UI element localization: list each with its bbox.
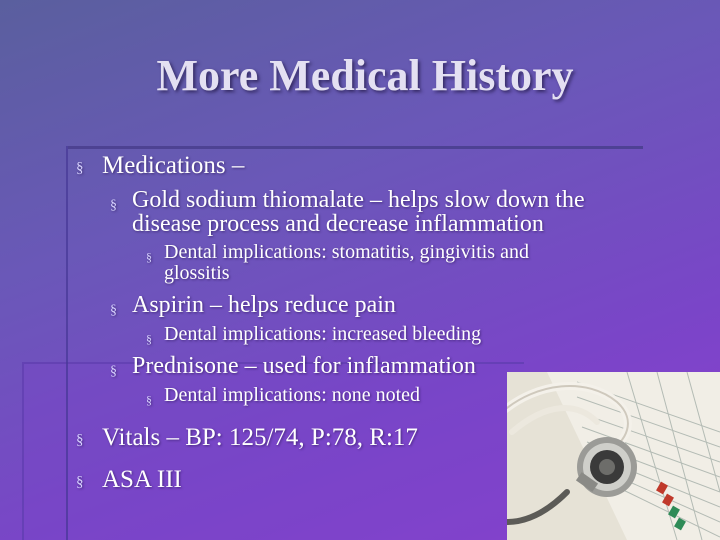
bullet-marker-icon: §	[110, 364, 117, 379]
bullet-text: Prednisone – used for inflammation	[132, 353, 476, 379]
bullet-medications	[76, 152, 245, 180]
bullet-marker-icon: §	[76, 474, 84, 490]
bullet-asa	[76, 466, 182, 494]
bullet-text: Vitals – BP: 125/74, P:78, R:17	[102, 424, 418, 451]
bullet-marker-icon: §	[110, 303, 117, 318]
bullet-marker-icon: §	[146, 332, 152, 346]
bullet-vitals	[76, 424, 418, 452]
bullet-marker-icon: §	[110, 198, 117, 213]
decorative-rule	[68, 146, 643, 149]
bullet-marker-icon: §	[76, 160, 84, 176]
bullet-prednisone	[110, 353, 476, 379]
bullet-dental-implications-2	[146, 323, 482, 346]
stethoscope-photo	[507, 372, 720, 540]
bullet-marker-icon: §	[146, 393, 152, 407]
bullet-aspirin	[110, 292, 396, 318]
bullet-text: Aspirin – helps reduce pain	[132, 292, 396, 318]
bullet-text: Dental implications: increased bleeding	[164, 323, 482, 345]
bullet-text: Dental implications: none noted	[164, 384, 421, 406]
bullet-text-line1: Gold sodium thiomalate – helps slow down the	[132, 187, 585, 213]
bullet-text: ASA III	[102, 466, 182, 493]
stethoscope-on-chart-icon	[507, 372, 720, 540]
bullet-marker-icon: §	[146, 250, 152, 264]
bullet-text-line2: disease process and decrease inflammation	[132, 211, 544, 237]
bullet-text: Medications –	[102, 152, 245, 179]
bullet-gold-sodium	[110, 187, 585, 237]
bullet-dental-implications-1	[146, 241, 529, 284]
bullet-text-line2: glossitis	[164, 262, 230, 284]
bullet-dental-implications-3	[146, 384, 421, 407]
decorative-vertical-rule	[66, 146, 68, 540]
bullet-text-line1: Dental implications: stomatitis, gingivitis and	[164, 241, 529, 263]
slide-title: More Medical History	[156, 51, 574, 100]
bullet-marker-icon: §	[76, 432, 84, 448]
